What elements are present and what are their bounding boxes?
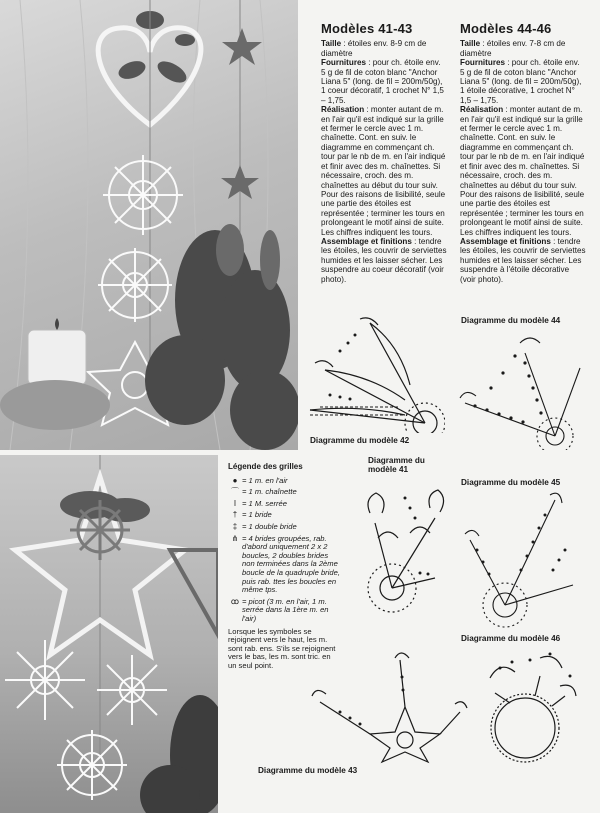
assemblage-paragraph: [460, 237, 586, 284]
realisation-label: Réalisation: [321, 105, 365, 115]
slip-stitch-icon: ⌒: [231, 487, 239, 497]
chain-stitch-icon: ●: [232, 475, 238, 485]
diagram-42-label: Diagramme du modèle 42: [310, 436, 410, 445]
realisation-label: Réalisation: [460, 105, 504, 115]
realisation-paragraph: [321, 105, 447, 237]
taille-label: Taille: [460, 39, 481, 49]
cluster-stitch-icon: ⋔: [231, 533, 239, 543]
assemblage-label: Assemblage et finitions: [460, 236, 551, 246]
snowflake-icon: [98, 248, 172, 322]
models-41-43-instructions: [321, 21, 447, 284]
taille-text: : étoiles env. 7-8 cm de diamètre: [460, 39, 566, 58]
taille-label: Taille: [321, 39, 342, 49]
diagram-44-chart: [455, 328, 585, 450]
models-44-46-instructions: [460, 21, 586, 284]
legend-item: [228, 511, 340, 520]
snowflake-icon: [103, 155, 183, 235]
legend-item: [228, 523, 340, 532]
taille-text: : étoiles env. 8-9 cm de diamètre: [321, 39, 427, 58]
fournitures-text: : pour ch. étoile env. 5 g de fil de coton blanc "Anchor Liana 5" (long. de fil = 200m/50g), 1 coeur décoratif, 1 crochet N° 1,5 – 1,75.: [321, 58, 444, 105]
diagram-45-chart: [455, 490, 585, 630]
legend-item: [228, 500, 340, 509]
assemblage-text: : tendre les étoiles, les couvrir de serviettes humides et les laisser sécher. Les suspendre au coeur décoratif (voir photo).: [321, 236, 447, 284]
single-crochet-icon: I: [233, 498, 237, 508]
legend-item: [228, 488, 340, 497]
assemblage-label: Assemblage et finitions: [321, 236, 412, 246]
legend-text: = 1 M. serrée: [242, 498, 287, 508]
snowflake-icon: [5, 640, 85, 720]
taille-paragraph: [321, 39, 447, 58]
realisation-text: : monter autant de m. en l'air qu'il est indiqué sur la grille et fermer le cercle avec 1 m. chaînette. Cont. en suiv. le diagramme en commençant ch. tour par le nb de m. en l'air indiqué et finir avec des m. chaînettes. Si nécessaire, croch. des m. chaînettes au début du tour suiv. Pour des raisons de lisibilité, seule une partie des étoiles est représentée ; terminer les tours en prolongeant le motif ainsi de suite. Les chiffres indiquent les tours.: [460, 105, 585, 237]
legend-text: = 1 double bride: [242, 521, 297, 531]
legend-item: [228, 535, 340, 595]
legend-text: = 4 brides groupées, rab. d'abord uniquement 2 x 2 boucles, 2 doubles brides non terminées dans la 2ème boucle de la quadruple bride, puis rab. ttes les boucles en même tps.: [242, 533, 340, 595]
legend-text: = picot (3 m. en l'air, 1 m. serrée dans la 1ère m. en l'air): [242, 596, 329, 623]
star-ornament-icon: [222, 28, 262, 65]
diagram-41-label: Diagramme du modèle 41: [368, 456, 425, 474]
taille-paragraph: [460, 39, 586, 58]
legend-text: = 1 m. chaînette: [242, 487, 297, 497]
diagram-44-label: Diagramme du modèle 44: [461, 316, 561, 325]
legend-item: [228, 477, 340, 486]
diagram-41-chart: [350, 478, 455, 618]
double-crochet-icon: †: [232, 510, 238, 520]
realisation-paragraph: [460, 105, 586, 237]
fournitures-label: Fournitures: [460, 58, 505, 68]
models-41-43-title: Modèles 41-43: [321, 21, 413, 36]
diagram-46-label: Diagramme du modèle 46: [461, 634, 561, 643]
fournitures-text: : pour ch. étoile env. 5 g de fil de coton blanc "Anchor Liana 5" (long. de fil = 200m/50g), 1 étoile décorative, 1 crochet N° 1,5 – 1,75.: [460, 58, 582, 105]
picot-icon: ꝏ: [230, 596, 240, 606]
fournitures-label: Fournitures: [321, 58, 366, 68]
snowflake-icon: [97, 655, 167, 725]
legend-title: Légende des grilles: [228, 462, 303, 471]
diagram-42-chart: [300, 315, 445, 433]
models-44-46-title: Modèles 44-46: [460, 21, 552, 36]
fournitures-paragraph: [321, 58, 447, 105]
legend-item: [228, 598, 340, 624]
diagram-legend: [228, 463, 340, 670]
legend-text: = 1 m. en l'air: [242, 475, 288, 485]
fournitures-paragraph: [460, 58, 586, 105]
photo-ornament-heart: [0, 0, 298, 450]
diagram-43-label: Diagramme du modèle 43: [258, 766, 358, 775]
candle-icon: [28, 330, 86, 385]
legend-text: = 1 bride: [242, 510, 272, 520]
treble-crochet-icon: ‡: [232, 521, 238, 531]
realisation-text: : monter autant de m. en l'air qu'il est indiqué sur la grille et fermer le cercle avec 1 m. chaînette. Cont. en suiv. le diagramme en commençant ch. tour par le nb de m. en l'air indiqué et finir avec des m. chaînettes. Si nécessaire, croch. des m. chaînettes au début du tour suiv. Pour des raisons de lisibilité, seule une partie des étoiles est représentée ; terminer les tours en prolongeant le motif ainsi de suite. Les chiffres indiquent les tours.: [321, 105, 446, 237]
snowflake-icon: [57, 730, 127, 800]
assemblage-text: : tendre les étoiles, les couvrir de serviettes humides et les laisser sécher. Les suspendre à l'étoile décorative (voir photo).: [460, 236, 586, 284]
diagram-45-label: Diagramme du modèle 45: [461, 478, 561, 487]
photo-ornament-star: [0, 455, 218, 813]
assemblage-paragraph: [321, 237, 447, 284]
legend-note: Lorsque les symboles se rejoignent vers le haut, les m. sont rab. ens. S'ils se rejoignent vers le bas, les m. sont tric. en un seul point.: [228, 626, 336, 670]
diagram-46-chart: [470, 648, 585, 768]
